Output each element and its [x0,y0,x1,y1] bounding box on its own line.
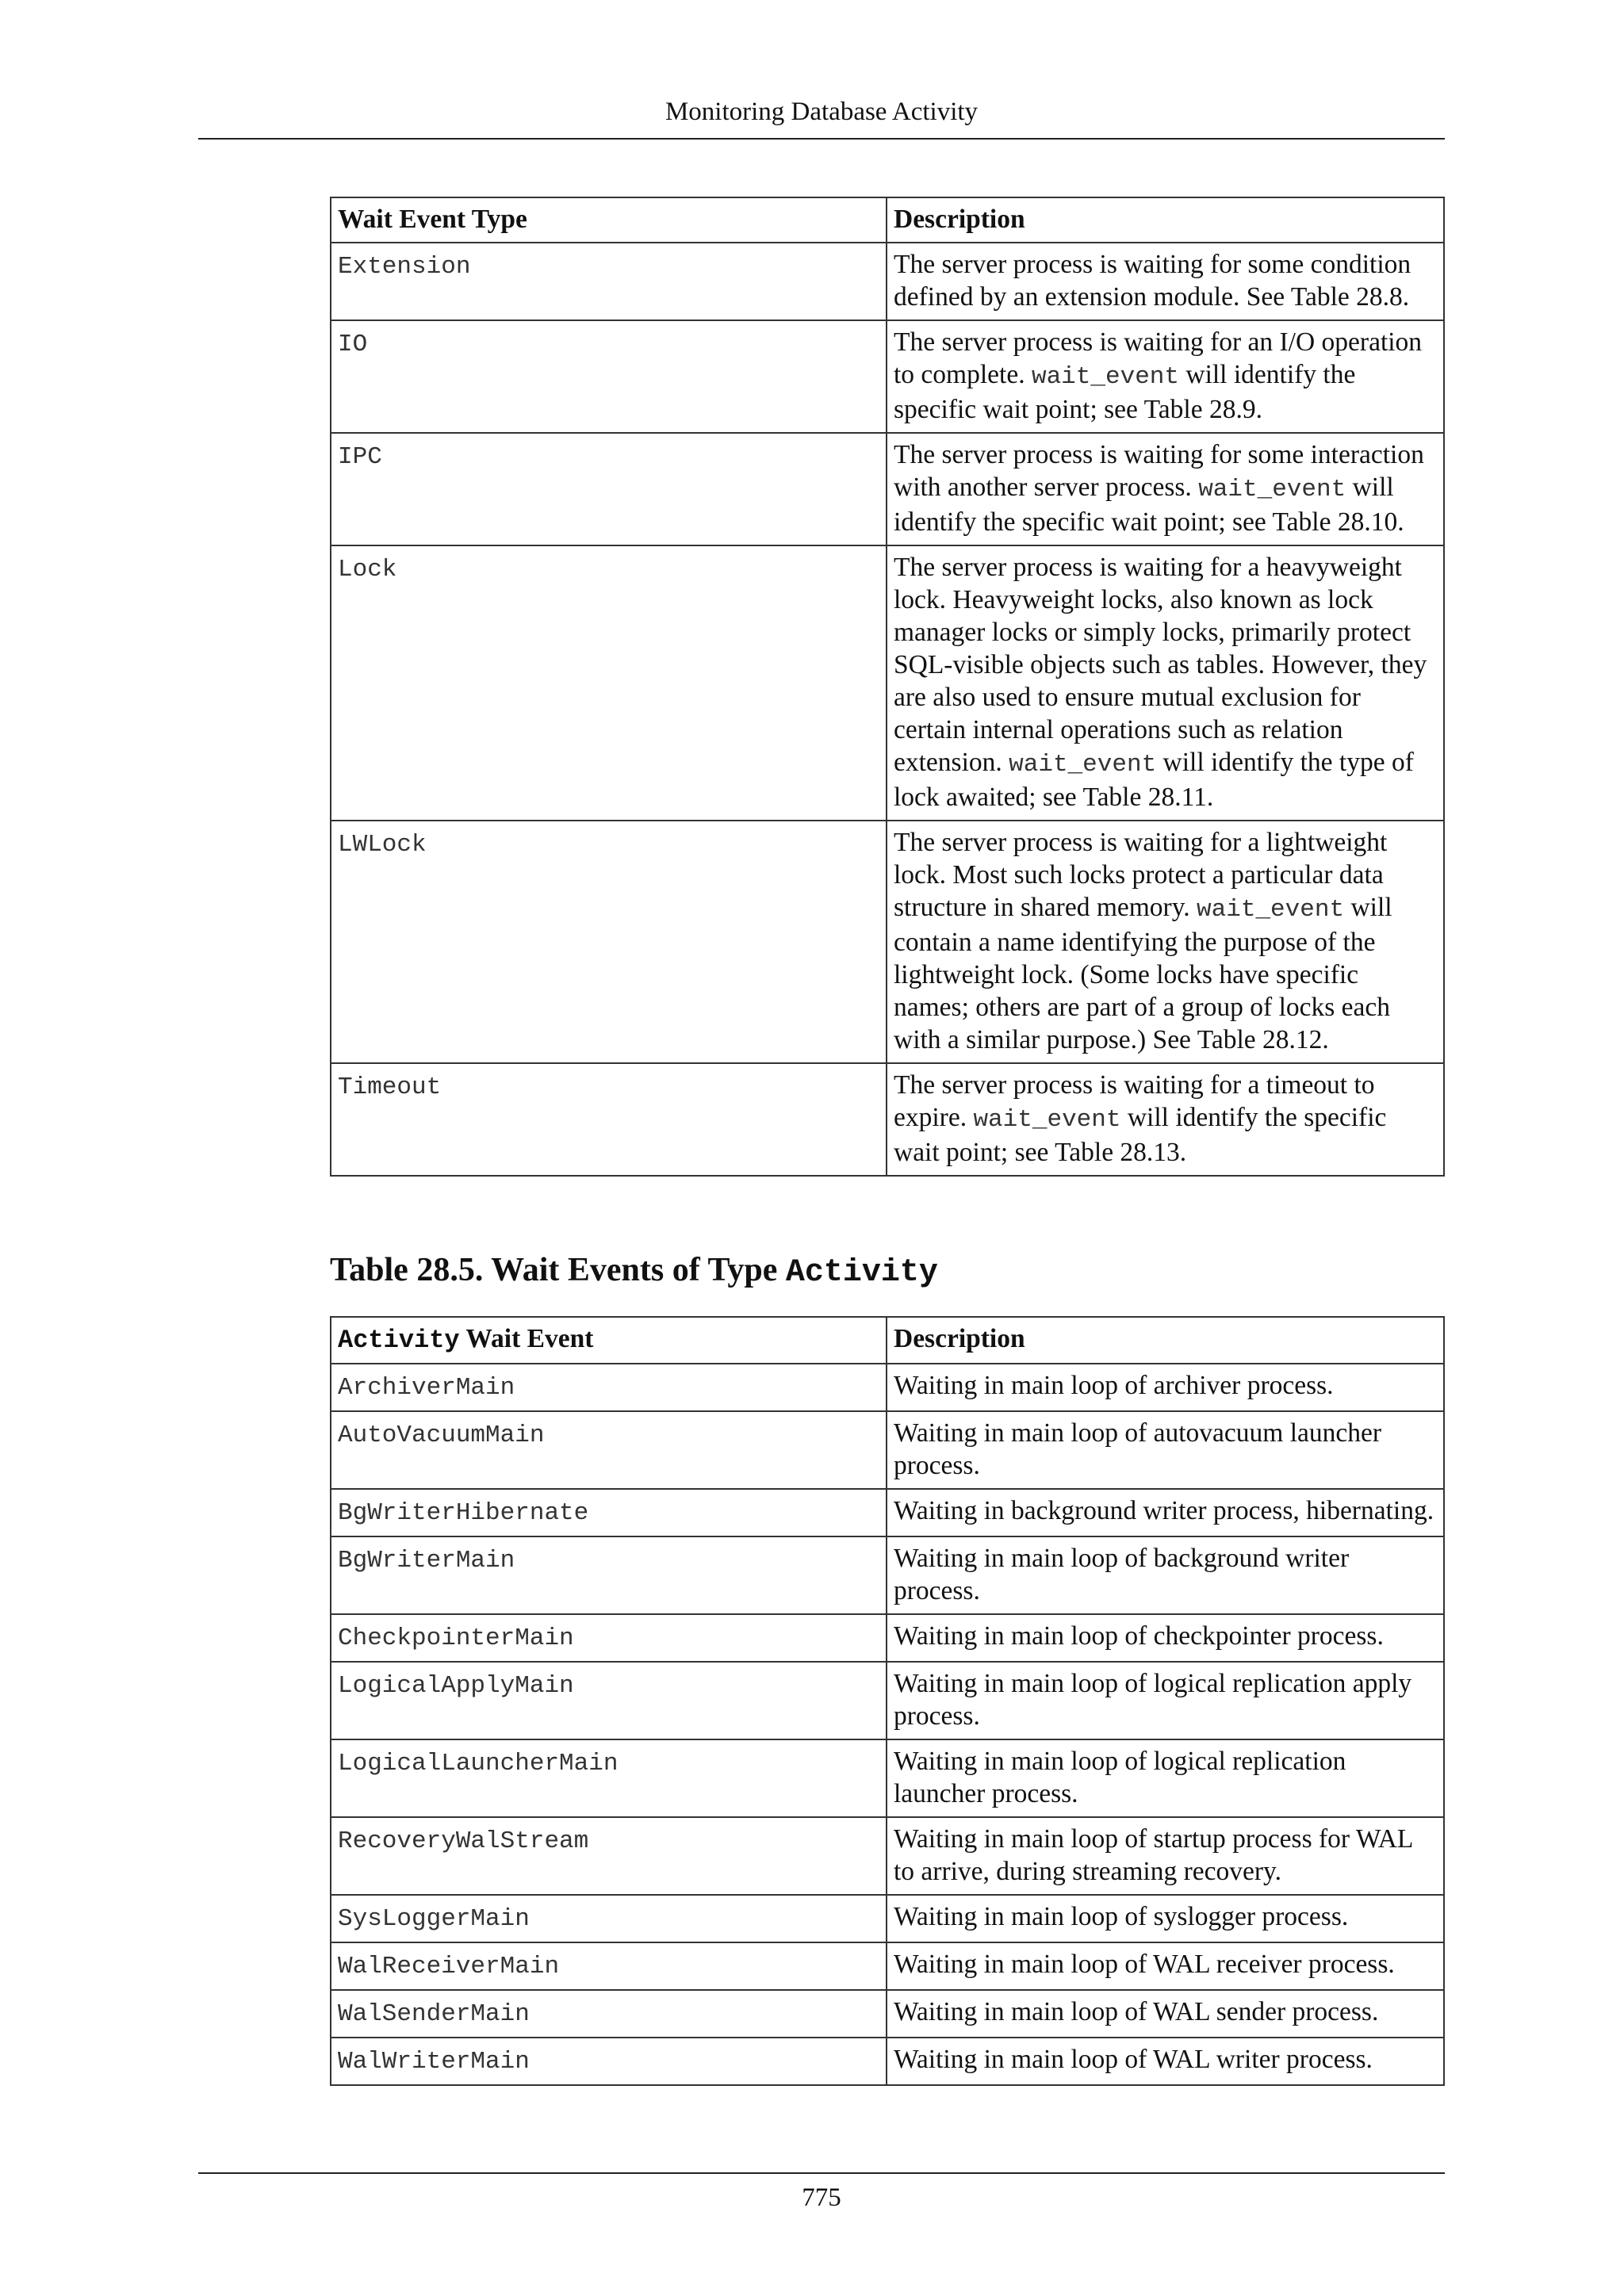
description-cell [887,545,1444,821]
wait-event-name: BgWriterMain [338,1547,515,1575]
wait-event-name: LogicalApplyMain [338,1672,574,1700]
wait-event-type-name: LWLock [338,831,427,859]
wait-event-type-cell [331,243,887,320]
description-cell: Waiting in main loop of startup process for WAL to arrive, during streaming recovery. [887,1817,1444,1895]
description-text: The server process is waiting for some condition defined by an extension module. See Table 28.8. [894,250,1411,312]
wait-event-name: WalReceiverMain [338,1953,560,1980]
wait-event-cell [331,1942,887,1990]
description-cell [887,243,1444,320]
table-title-text: Table 28.5. Wait Events of Type [330,1252,786,1288]
description-cell [887,821,1444,1063]
description-cell [887,320,1444,433]
description-text: The server process is waiting for a lightweight lock. Most such locks protect a particular data structure in shared memory. [894,828,1388,922]
wait-event-cell [331,1489,887,1536]
table-row [331,2038,1444,2085]
description-cell: Waiting in main loop of logical replication launcher process. [887,1739,1444,1817]
wait-event-cell [331,1364,887,1411]
wait-event-cell [331,1614,887,1662]
description-text: The server process is waiting for an I/O operation to complete. [894,327,1423,389]
wait-event-type-name: IPC [338,443,382,471]
running-header: Monitoring Database Activity [198,94,1445,140]
description-cell: Waiting in main loop of logical replication apply process. [887,1662,1444,1739]
column-header-description: Description [887,1317,1444,1364]
table-row [331,243,1444,320]
description-cell: Waiting in main loop of syslogger process. [887,1895,1444,1942]
wait-event-type-cell [331,821,887,1063]
page-number: 775 [198,2172,1445,2213]
description-text: The server process is waiting for a timeout to expire. [894,1070,1375,1132]
wait-event-name: SysLoggerMain [338,1905,530,1933]
table-title-code: Activity [785,1255,938,1291]
description-text: will contain a name identifying the purpose of the lightweight lock. (Some locks have specific names; others are part of a group of locks each with a similar purpose.) See Table 28.12. [894,893,1392,1054]
wait-event-name: LogicalLauncherMain [338,1750,619,1777]
table-header-row [331,197,1444,243]
description-text: The server process is waiting for some interaction with another server process. [894,440,1424,502]
description-cell: Waiting in main loop of WAL sender process. [887,1990,1444,2038]
table-row [331,545,1444,821]
inline-code: wait_event [1198,476,1346,503]
table-row [331,1662,1444,1739]
column-header-text: Wait Event [459,1324,594,1353]
column-header-activity-wait-event [331,1317,887,1364]
wait-event-cell [331,1662,887,1739]
activity-wait-events-table [330,1316,1445,2086]
wait-event-name: WalWriterMain [338,2048,530,2076]
wait-event-type-cell [331,320,887,433]
wait-event-name: ArchiverMain [338,1374,515,1402]
table-row [331,433,1444,545]
description-text: will identify the specific wait point; see Table 28.9. [894,360,1356,424]
description-cell: Waiting in main loop of checkpointer process. [887,1614,1444,1662]
wait-event-type-name: Lock [338,556,397,584]
description-cell: Waiting in background writer process, hibernating. [887,1489,1444,1536]
table-row [331,1739,1444,1817]
description-cell: Waiting in main loop of background writer process. [887,1536,1444,1614]
table-title [330,1248,938,1295]
wait-event-cell [331,1990,887,2038]
wait-event-cell [331,1411,887,1489]
description-cell: Waiting in main loop of WAL receiver process. [887,1942,1444,1990]
table-row [331,821,1444,1063]
description-text: will identify the specific wait point; see Table 28.10. [894,473,1404,537]
description-cell: Waiting in main loop of WAL writer process. [887,2038,1444,2085]
inline-code: wait_event [1031,363,1179,391]
wait-event-cell [331,1817,887,1895]
description-cell: Waiting in main loop of archiver process. [887,1364,1444,1411]
wait-event-type-name: IO [338,331,368,358]
description-text: The server process is waiting for a heavyweight lock. Heavyweight locks, also known as lock manager locks or simply locks, primarily protect SQL-visible objects such as tables. However, they are also used to ensure mutual exclusion for certain internal operations such as relation extension. [894,553,1427,777]
table-row [331,1489,1444,1536]
wait-event-types-table [330,197,1445,1177]
wait-event-cell [331,1536,887,1614]
wait-event-name: AutoVacuumMain [338,1422,545,1449]
table-row [331,1063,1444,1176]
table-row [331,1817,1444,1895]
wait-event-type-name: Extension [338,253,471,281]
wait-event-name: WalSenderMain [338,2000,530,2028]
table-row [331,1411,1444,1489]
table-row [331,1536,1444,1614]
description-cell [887,1063,1444,1176]
wait-event-type-cell [331,1063,887,1176]
inline-code: wait_event [973,1106,1121,1134]
table-row [331,1895,1444,1942]
description-text: will identify the specific wait point; see Table 28.13. [894,1103,1387,1167]
table-row [331,320,1444,433]
wait-event-type-cell [331,545,887,821]
wait-event-cell [331,2038,887,2085]
table-row [331,1364,1444,1411]
wait-event-type-name: Timeout [338,1073,442,1101]
table-row [331,1990,1444,2038]
column-header-wait-event-type: Wait Event Type [331,197,887,243]
column-header-description: Description [887,197,1444,243]
wait-event-name: CheckpointerMain [338,1624,574,1652]
column-header-code: Activity [338,1326,460,1355]
inline-code: wait_event [1009,751,1157,779]
wait-event-cell [331,1739,887,1817]
table-header-row [331,1317,1444,1364]
description-cell [887,433,1444,545]
wait-event-type-cell [331,433,887,545]
wait-event-cell [331,1895,887,1942]
inline-code: wait_event [1197,896,1345,924]
wait-event-name: BgWriterHibernate [338,1499,589,1527]
description-text: will identify the type of lock awaited; see Table 28.11. [894,748,1414,812]
table-row [331,1942,1444,1990]
description-cell: Waiting in main loop of autovacuum launcher process. [887,1411,1444,1489]
wait-event-name: RecoveryWalStream [338,1827,589,1855]
table-row [331,1614,1444,1662]
